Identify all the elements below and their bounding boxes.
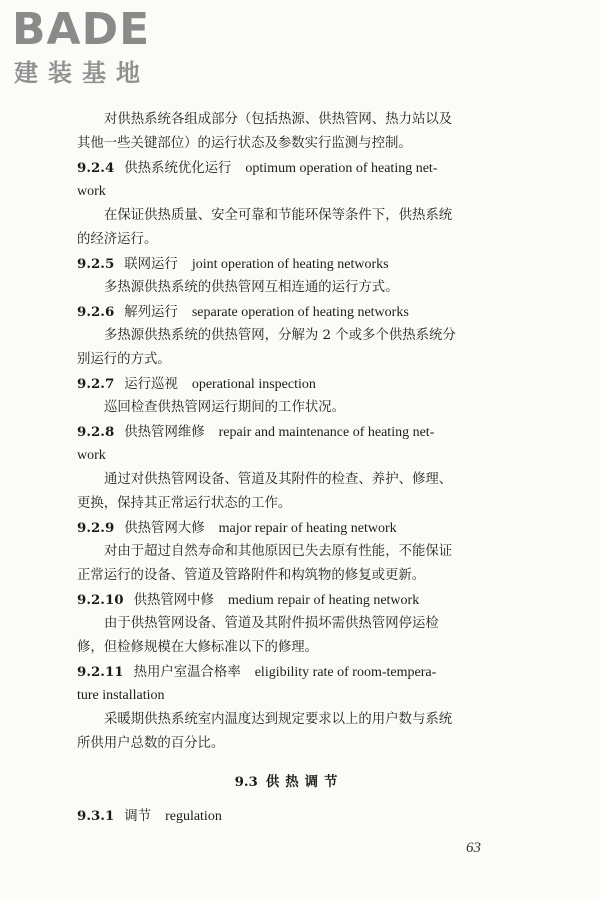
term-chinese: 联网运行 [124, 257, 178, 272]
term-9-2-8 [77, 420, 501, 444]
term-number: 9.2.10 [77, 592, 124, 608]
definition-line: 所供用户总数的百分比。 [77, 736, 225, 751]
term-number: 9.2.6 [77, 304, 115, 320]
term-english: separate operation of heating networks [191, 305, 409, 320]
definition-line: 正常运行的设备、管道及管路附件和构筑物的修复或更新。 [77, 568, 426, 583]
term-english-continued: ture installation [77, 688, 165, 703]
bade-logo [12, 4, 182, 94]
term-english: joint operation of heating networks [191, 257, 389, 272]
term-9-3-1 [77, 804, 501, 828]
term-number: 9.2.8 [77, 424, 115, 440]
term-chinese: 调节 [124, 809, 152, 824]
term-chinese: 供热管网大修 [124, 521, 205, 536]
term-chinese: 供热管网中修 [133, 593, 214, 608]
definition-line: 更换，保持其正常运行状态的工作。 [77, 496, 292, 511]
page-body [77, 108, 501, 828]
page-number: 63 [466, 840, 481, 856]
definition-line: 在保证供热质量、安全可靠和节能环保等条件下，供热系统 [104, 208, 453, 223]
term-number: 9.2.9 [77, 520, 115, 536]
term-9-2-10 [77, 588, 501, 612]
section-title: 供热调节 [265, 774, 344, 790]
section-heading [77, 760, 501, 804]
term-english: major repair of heating network [218, 521, 397, 536]
term-number: 9.2.11 [77, 664, 124, 680]
term-chinese: 供热系统优化运行 [124, 161, 232, 176]
term-number: 9.2.4 [77, 160, 115, 176]
term-number: 9.2.5 [77, 256, 115, 272]
term-english: eligibility rate of room-tempera- [254, 665, 437, 680]
term-english: repair and maintenance of heating net- [218, 425, 435, 440]
term-9-2-4 [77, 156, 501, 180]
term-9-2-9 [77, 516, 501, 540]
term-chinese: 热用户室温合格率 [133, 665, 241, 680]
term-english: optimum operation of heating net- [245, 161, 438, 176]
definition-line: 多热源供热系统的供热管网互相连通的运行方式。 [104, 280, 399, 295]
definition-line: 多热源供热系统的供热管网，分解为 2 个或多个供热系统分 [104, 328, 456, 343]
term-english: operational inspection [191, 377, 316, 392]
term-english: medium repair of heating network [227, 593, 420, 608]
term-chinese: 供热管网维修 [124, 425, 205, 440]
logo-wordmark: BADE [12, 4, 151, 55]
definition-line: 别运行的方式。 [77, 352, 171, 367]
definition-line: 对由于超过自然寿命和其他原因已失去原有性能，不能保证 [104, 544, 453, 559]
term-english-continued: work [77, 184, 106, 199]
paragraph-line: 其他一些关键部位）的运行状态及参数实行监测与控制。 [77, 136, 412, 151]
term-9-2-7 [77, 372, 501, 396]
term-english: regulation [165, 809, 222, 824]
term-number: 9.2.7 [77, 376, 115, 392]
term-english-continued: work [77, 448, 106, 463]
definition-line: 巡回检查供热管网运行期间的工作状况。 [104, 400, 346, 415]
term-number: 9.3.1 [77, 808, 115, 824]
definition-line: 由于供热管网设备、管道及其附件损坏需供热管网停运检 [104, 616, 439, 631]
paragraph-line: 对供热系统各组成部分（包括热源、供热管网、热力站以及 [104, 112, 453, 127]
definition-line: 采暖期供热系统室内温度达到规定要求以上的用户数与系统 [104, 712, 453, 727]
term-chinese: 解列运行 [124, 305, 178, 320]
definition-line: 的经济运行。 [77, 232, 158, 247]
definition-line: 修，但检修规模在大修标准以下的修理。 [77, 640, 319, 655]
term-9-2-6 [77, 300, 501, 324]
term-chinese: 运行巡视 [124, 377, 178, 392]
section-number: 9.3 [234, 774, 258, 790]
definition-line: 通过对供热管网设备、管道及其附件的检查、养护、修理、 [104, 472, 453, 487]
term-9-2-5 [77, 252, 501, 276]
term-9-2-11 [77, 660, 501, 684]
logo-subtitle: 建装基地 [14, 59, 150, 87]
